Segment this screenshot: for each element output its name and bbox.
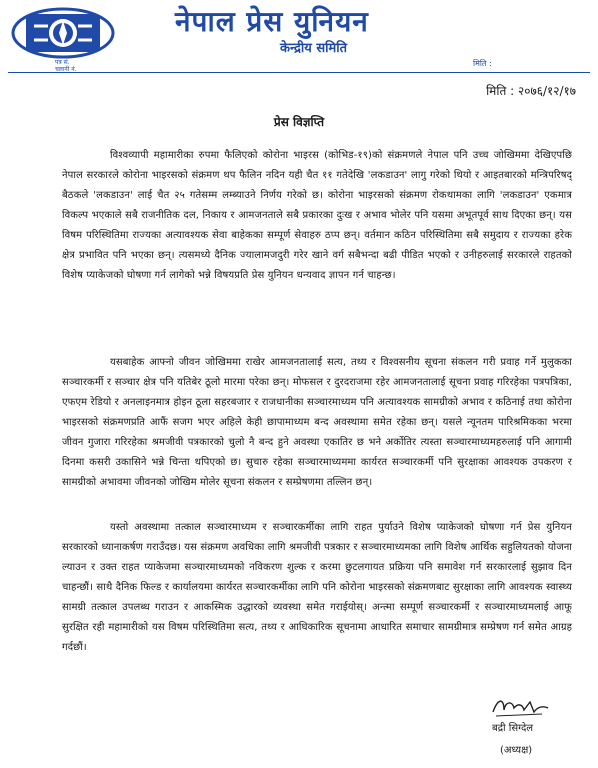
press-union-emblem-icon xyxy=(8,4,118,62)
document-date: मिति : २०७६/१२/१७ xyxy=(486,84,576,98)
organization-subtitle: केन्द्रीय समिति xyxy=(280,41,348,56)
handwritten-signature xyxy=(490,694,550,720)
signer-title: (अध्यक्ष) xyxy=(500,745,533,756)
document-title: प्रेस विज्ञप्ति xyxy=(273,115,325,129)
signer-name: बद्री सिग्देल xyxy=(492,723,534,734)
reference-number-label: पत्र सं. xyxy=(55,59,70,66)
body-paragraph: यसबाहेक आफ्नो जीवन जोखिममा राखेर आमजनतालाई सत्य, तथ्य र विश्वसनीय सूचना संकलन गरी प्रवाह गर्ने मुलुकका सञ्चारकर्मी र सञ्चार क्षेत्र पनि यतिबेर ठूलो मारमा परेका छन्। मोफसल र दुरदराजमा रहेर आमजनतालाई सूचना प्रवाह गरिरहेका पत्रपत्रिका, एफएम रेडियो र अनलाइनमात्र होइन ठूला सहरबजार र राजधानीका सञ्चारमाध्यम पनि अत्यावश्यक सामग्रीको अभाव र कठिनाई तथा कोरोना भाइरसको संक्रमणप्रति आफैं सजग भएर अहिले केही छापामाध्यम बन्द अवस्थामा समेत रहेका छन्। यसले न्यूनतम पारिश्रमिकका भरमा जीवन गुजारा गरिरहेका श्रमजीवी पत्रकारको चुलो नै बन्द हुने अवस्था एकातिर छ भने अर्कोतिर त्यस्ता सञ्चारमाध्यमहरुलाई पनि आगामी दिनमा कसरी उकासिने भन्ने चिन्ता थपिएको छ। सुचारु रहेका सञ्चारमाध्यममा कार्यरत सञ्चारकर्मी पनि सुरक्षाका आवश्यक उपकरण र सामग्रीको अभावमा जीवनको जोखिम मोलेर सूचना संकलन र सम्प्रेषणमा तल्लिन छन्। xyxy=(62,357,572,488)
letterhead-date-label: मिति : xyxy=(473,59,492,68)
body-paragraph: विश्वव्यापी महामारीका रुपमा फैलिएको कोरोना भाइरस (कोभिड-१९)को संक्रमणले नेपाल पनि उच्च जोखिममा देखिएपछि नेपाल सरकारले कोरोना भाइरसको संक्रमण थप फैलिन नदिन यही चैत ११ गतेदेखि 'लकडाउन' लागु गरेको थियो र आइतबारको मन्त्रिपरिषद् बैठकले 'लकडाउन' लाई चैत २५ गतेसम्म लम्ब्याउने निर्णय गरेको छ। कोरोना भाइरसको संक्रमण रोकथामका लागि 'लकडाउन' एकमात्र विकल्प भएकाले सबै राजनीतिक दल, निकाय र आमजनताले सबै प्रकारका दुःख र अभाव भोलेर पनि यसमा अभूतपूर्व साथ दिएका छन्। यस विषम परिस्थितिमा राज्यका अत्यावश्यक सेवा बाहेकका सम्पूर्ण सेवाहरु ठप्प छन्। वर्तमान कठिन परिस्थितिमा सबै समुदाय र राज्यका हरेक क्षेत्र प्रभावित पनि भएका छन्। त्यसमध्ये दैनिक ज्यालामजदुरी गरेर खाने वर्ग सबैभन्दा बढी पीडित भएको र उनीहरुलाई सरकारले राहतको विशेष प्याकेजको घोषणा गर्न लागेको भन्ने विषयप्रति प्रेस युनियन धन्यवाद ज्ञापन गर्न चाहन्छ। xyxy=(62,150,572,281)
letterhead-divider xyxy=(8,72,590,73)
dispatch-number-label: चलानी नं. xyxy=(55,66,77,73)
body-paragraph: यस्तो अवस्थामा तत्काल सञ्चारमाध्यम र सञ्चारकर्मीका लागि राहत पुर्याउने विशेष प्याकेजको घोषणा गर्न प्रेस युनियन सरकारको ध्यानाकर्षण गराउँदछ। यस संक्रमण अवधिका लागि श्रमजीवी पत्रकार र सञ्चारमाध्यमका लागि विशेष आर्थिक सहुलियतको योजना ल्याउन र उक्त राहत प्याकेजमा सञ्चारमाध्यमको नविकरण शुल्क र करमा छुटलगायत प्रक्रिया पनि समावेश गर्न सरकारलाई सुझाव दिन चाहन्छौं। साथै दैनिक फिल्ड र कार्यालयमा कार्यरत सञ्चारकर्मीका लागि पनि कोरोना भाइरसको संक्रमणबाट सुरक्षाका लागि आवश्यक स्वास्थ्य सामग्री तत्काल उपलब्ध गराउन र आकस्मिक उद्धारको व्यवस्था समेत गराईयोस्। अन्त्मा सम्पूर्ण सञ्चारकर्मी र सञ्चारमाध्यमलाई आफू सुरक्षित रही महामारीको यस विषम परिस्थितिमा सत्य, तथ्य र आधिकारिक सूचनामा आधारित समाचार सामग्रीमात्र सम्प्रेषण गर्न समेत आग्रह गर्दछौं। xyxy=(62,522,572,653)
letterhead xyxy=(0,0,598,72)
organization-name: नेपाल प्रेस युनियन xyxy=(175,5,369,38)
